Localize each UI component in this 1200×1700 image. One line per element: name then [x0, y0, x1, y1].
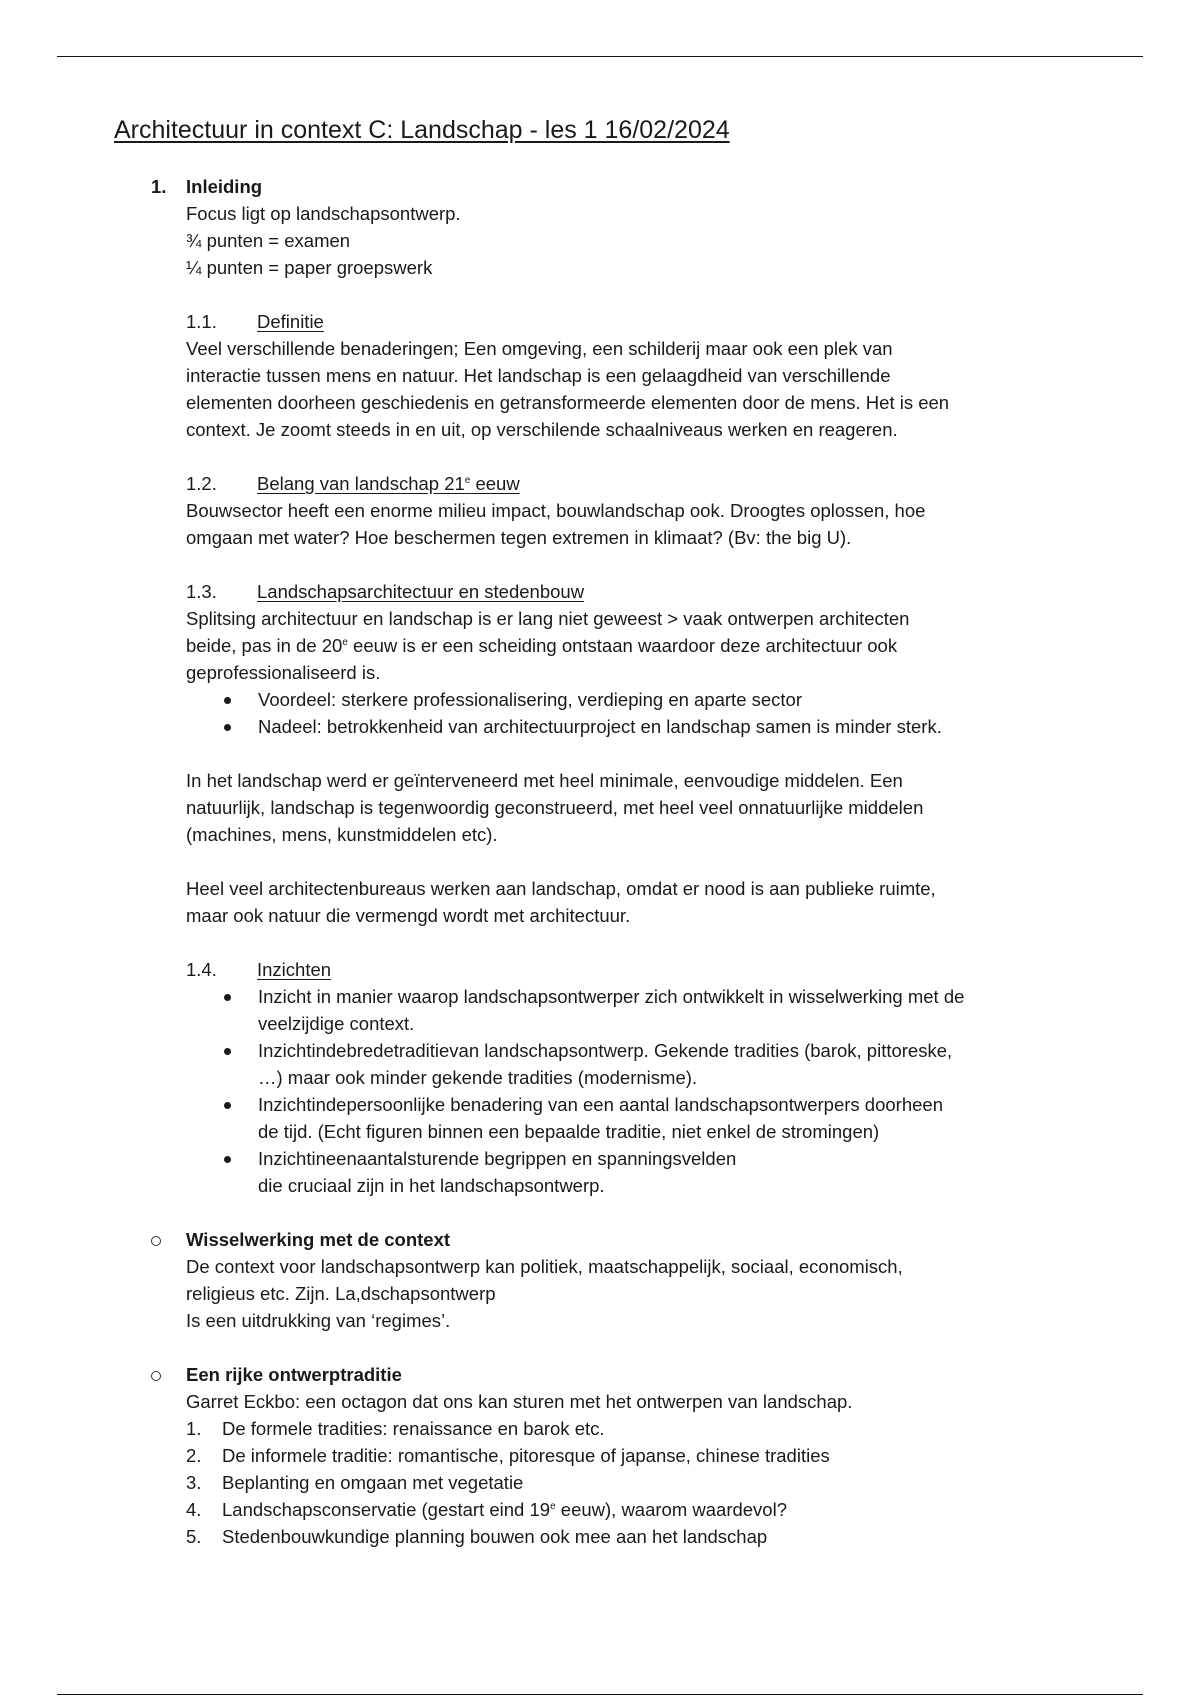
paragraph-line: ¾ punten = examen [186, 230, 351, 251]
paragraph-line: Garret Eckbo: een octagon dat ons kan sturen met het ontwerpen van landschap. [186, 1391, 853, 1412]
paragraph-line: beide, pas in de 20e eeuw is er een scheiding ontstaan waardoor deze architectuur ook [186, 635, 898, 656]
subsection-title: Inzichten [257, 959, 332, 980]
page-title: Architectuur in context C: Landschap - les 1 16/02/2024 [114, 116, 730, 144]
bullet-icon [224, 724, 231, 731]
subsection-heading [0, 578, 1200, 605]
bullet-icon [224, 1048, 231, 1055]
paragraph-line: natuurlijk, landschap is tegenwoordig geconstrueerd, met heel veel onnatuurlijke middelen [186, 797, 924, 818]
subsection-heading [0, 956, 1200, 983]
topic-heading: Een rijke ontwerptraditie [0, 1361, 1200, 1388]
document-body [0, 173, 1200, 1550]
subsection-title: Definitie [257, 311, 324, 332]
paragraph-line: Veel verschillende benaderingen; Een omgeving, een schilderij maar ook een plek van [186, 338, 893, 359]
paragraph-line: maar ook natuur die vermengd wordt met architectuur. [186, 905, 631, 926]
subsection-number: 1.3. [186, 581, 217, 602]
paragraph-line: Splitsing architectuur en landschap is er lang niet geweest > vaak ontwerpen architecten [186, 608, 910, 629]
subsection-heading [0, 470, 1200, 497]
subsection-title: Landschapsarchitectuur en stedenbouw [257, 581, 585, 602]
list-item: Inzichtineenaantalsturende begrippen en spanningsvelden die cruciaal zijn in het landschapsontwerp. [0, 1145, 1200, 1199]
list-item: Voordeel: sterkere professionalisering, verdieping en aparte sector [0, 686, 1200, 713]
bullet-icon [224, 697, 231, 704]
list-item: Inzichtindebredetraditievan landschapsontwerp. Gekende tradities (barok, pittoreske, …) maar ook minder gekende tradities (modernisme). [0, 1037, 1200, 1091]
top-rule [57, 56, 1143, 57]
paragraph-line: geprofessionaliseerd is. [186, 662, 381, 683]
section-heading [0, 173, 1200, 200]
subsection-number: 1.2. [186, 473, 217, 494]
bullet-icon [224, 1102, 231, 1109]
paragraph-line: Is een uitdrukking van ‘regimes’. [186, 1310, 451, 1331]
section-number: 1. [151, 176, 167, 197]
paragraph-line: Focus ligt op landschapsontwerp. [186, 203, 461, 224]
paragraph-line: interactie tussen mens en natuur. Het landschap is een gelaagdheid van verschillende [186, 365, 891, 386]
list-item: Inzicht in manier waarop landschapsontwerper zich ontwikkelt in wisselwerking met de veelzijdige context. [0, 983, 1200, 1037]
bullet-icon [224, 1156, 231, 1163]
numbered-item: 5. Stedenbouwkundige planning bouwen ook mee aan het landschap [186, 1526, 768, 1547]
topic-heading: Wisselwerking met de context [0, 1226, 1200, 1253]
bullet-icon [224, 994, 231, 1001]
paragraph-line: context. Je zoomt steeds in en uit, op verschilende schaalniveaus werken en reageren. [186, 419, 898, 440]
numbered-item: 4. Landschapsconservatie (gestart eind 19e eeuw), waarom waardevol? [186, 1499, 787, 1520]
bottom-rule [57, 1694, 1143, 1695]
paragraph-line: religieus etc. Zijn. La,dschapsontwerp [186, 1283, 496, 1304]
numbered-item: 3. Beplanting en omgaan met vegetatie [186, 1472, 524, 1493]
paragraph-line: De context voor landschapsontwerp kan politiek, maatschappelijk, sociaal, economisch, [186, 1256, 903, 1277]
section-title: Inleiding [186, 176, 263, 197]
subsection-heading [0, 308, 1200, 335]
list-item: Inzichtindepersoonlijke benadering van een aantal landschapsontwerpers doorheen de tijd. (Echt figuren binnen een bepaalde traditie, niet enkel de stromingen) [0, 1091, 1200, 1145]
paragraph-line: ¼ punten = paper groepswerk [186, 257, 433, 278]
numbered-item: 1. De formele tradities: renaissance en barok etc. [186, 1418, 605, 1439]
circle-bullet-icon [151, 1236, 161, 1246]
paragraph-line: (machines, mens, kunstmiddelen etc). [186, 824, 498, 845]
subsection-title: Belang van landschap 21e eeuw [257, 473, 520, 494]
circle-bullet-icon [151, 1371, 161, 1381]
paragraph-line: In het landschap werd er geïnterveneerd met heel minimale, eenvoudige middelen. Een [186, 770, 903, 791]
numbered-item: 2. De informele traditie: romantische, pitoresque of japanse, chinese tradities [186, 1445, 830, 1466]
paragraph-line: elementen doorheen geschiedenis en getransformeerde elementen door de mens. Het is een [186, 392, 950, 413]
list-item: Nadeel: betrokkenheid van architectuurproject en landschap samen is minder sterk. [0, 713, 1200, 740]
paragraph-line: Bouwsector heeft een enorme milieu impact, bouwlandschap ook. Droogtes oplossen, hoe [186, 500, 926, 521]
subsection-number: 1.4. [186, 959, 217, 980]
paragraph-line: Heel veel architectenbureaus werken aan landschap, omdat er nood is aan publieke ruimte, [186, 878, 936, 899]
paragraph-line: omgaan met water? Hoe beschermen tegen extremen in klimaat? (Bv: the big U). [186, 527, 852, 548]
subsection-number: 1.1. [186, 311, 217, 332]
